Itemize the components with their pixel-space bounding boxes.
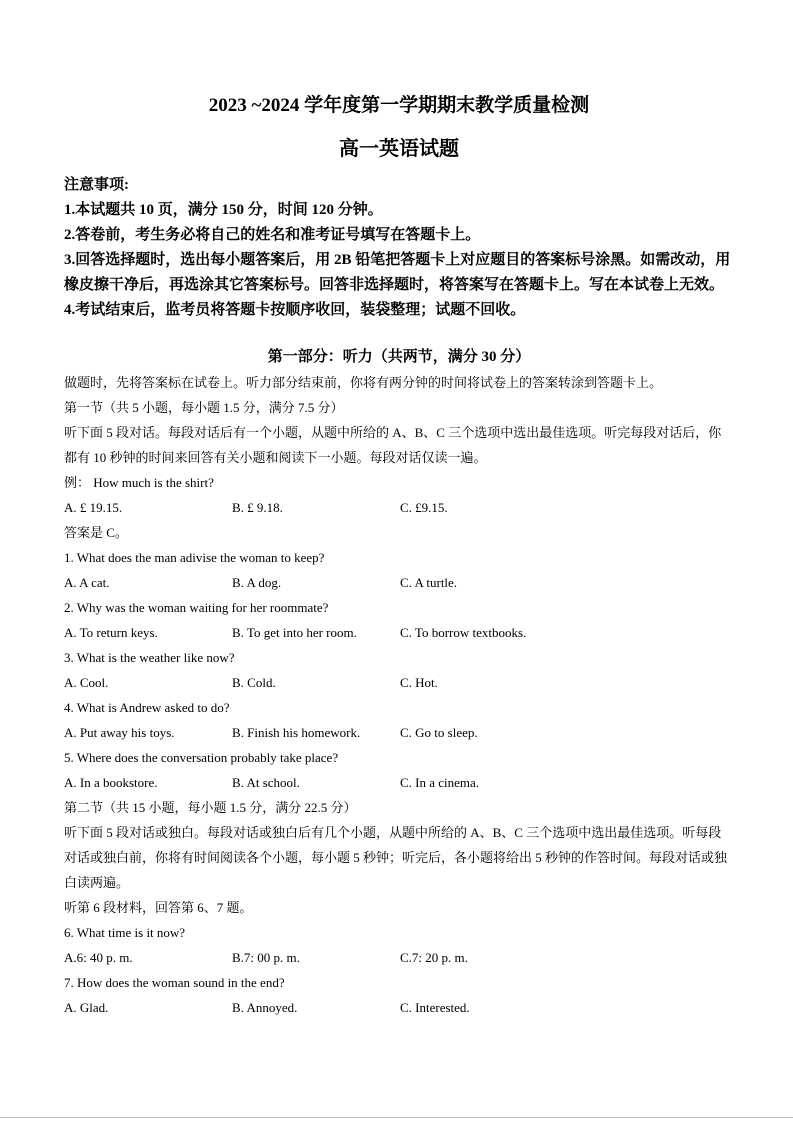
section1-instructions: 听下面 5 段对话。每段对话后有一个小题，从题中所给的 A、B、C 三个选项中选出最佳选项。听完每段对话后，你都有 10 秒钟的时间来回答有关小题和阅读下一小题。每段对话仅读一遍。	[64, 425, 722, 465]
question-1-options	[64, 570, 734, 595]
option-c: C. A turtle.	[400, 575, 458, 590]
section1-title: 第一节（共 5 小题，每小题 1.5 分，满分 7.5 分）	[64, 400, 344, 415]
notice-item: 3.回答选择题时，选出每小题答案后，用 2B 铅笔把答题卡上对应题目的答案标号涂黑。如需改动，用橡皮擦干净后，再选涂其它答案标号。回答非选择题时，将答案写在答题卡上。写在本试卷上无效。	[64, 252, 731, 293]
notice-item: 1.本试题共 10 页，满分 150 分，时间 120 分钟。	[64, 202, 383, 218]
question-2: 2. Why was the woman waiting for her roommate?	[64, 600, 329, 615]
option-c: C. Hot.	[400, 675, 438, 690]
notice-heading: 注意事项:	[64, 177, 129, 193]
option-a: A. To return keys.	[64, 625, 158, 640]
option-b: B. Cold.	[232, 675, 276, 690]
option-a: A.6: 40 p. m.	[64, 950, 133, 965]
question-6: 6. What time is it now?	[64, 925, 186, 940]
example-answer: 答案是 C。	[64, 525, 128, 540]
option-b: B. Annoyed.	[232, 1000, 298, 1015]
option-c: C. £9.15.	[400, 500, 448, 515]
question-5: 5. Where does the conversation probably take place?	[64, 750, 339, 765]
notice-item: 4.考试结束后，监考员将答题卡按顺序收回，装袋整理；试题不回收。	[64, 302, 526, 318]
example-options	[64, 495, 734, 520]
option-c: C. Interested.	[400, 1000, 470, 1015]
option-b: B. £ 9.18.	[232, 500, 283, 515]
exam-title: 2023 ~2024 学年度第一学期期末教学质量检测	[208, 95, 590, 116]
option-a: A. Glad.	[64, 1000, 109, 1015]
question-3-options	[64, 670, 734, 695]
option-a: A. Put away his toys.	[64, 725, 175, 740]
option-b: B. A dog.	[232, 575, 282, 590]
part1-intro: 做题时，先将答案标在试卷上。听力部分结束前，你将有两分钟的时间将试卷上的答案转涂到答题卡上。	[64, 375, 663, 390]
option-b: B.7: 00 p. m.	[232, 950, 300, 965]
option-c: C. In a cinema.	[400, 775, 480, 790]
section2-title: 第二节（共 15 小题，每小题 1.5 分，满分 22.5 分）	[64, 800, 357, 815]
notice-block	[64, 173, 734, 323]
part1-title: 第一部分：听力（共两节，满分 30 分）	[267, 349, 531, 365]
material-6-note: 听第 6 段材料，回答第 6、7 题。	[64, 900, 253, 915]
option-a: A. In a bookstore.	[64, 775, 158, 790]
section2-instructions: 听下面 5 段对话或独白。每段对话或独白后有几个小题，从题中所给的 A、B、C 三个选项中选出最佳选项。听每段对话或独白前，你将有时间阅读各个小题，每小题 5 秒钟；听完后，各小题将给出 5 秒钟的作答时间。每段对话或独白读两遍。	[64, 825, 728, 890]
option-a: A. £ 19.15.	[64, 500, 123, 515]
page-bottom-divider	[0, 1117, 793, 1118]
option-c: C. Go to sleep.	[400, 725, 478, 740]
question-3: 3. What is the weather like now?	[64, 650, 235, 665]
listening-section	[64, 370, 734, 1020]
question-6-options	[64, 945, 734, 970]
option-b: B. At school.	[232, 775, 300, 790]
exam-subtitle: 高一英语试题	[339, 138, 459, 160]
option-c: C.7: 20 p. m.	[400, 950, 468, 965]
question-2-options	[64, 620, 734, 645]
question-4: 4. What is Andrew asked to do?	[64, 700, 230, 715]
question-7: 7. How does the woman sound in the end?	[64, 975, 285, 990]
option-a: A. Cool.	[64, 675, 109, 690]
question-1: 1. What does the man adivise the woman to keep?	[64, 550, 325, 565]
option-b: B. Finish his homework.	[232, 725, 361, 740]
example-question: 例： How much is the shirt?	[64, 475, 214, 490]
notice-item: 2.答卷前，考生务必将自己的姓名和准考证号填写在答题卡上。	[64, 227, 481, 243]
question-5-options	[64, 770, 734, 795]
option-b: B. To get into her room.	[232, 625, 357, 640]
option-c: C. To borrow textbooks.	[400, 625, 527, 640]
question-7-options	[64, 995, 734, 1020]
question-4-options	[64, 720, 734, 745]
option-a: A. A cat.	[64, 575, 110, 590]
